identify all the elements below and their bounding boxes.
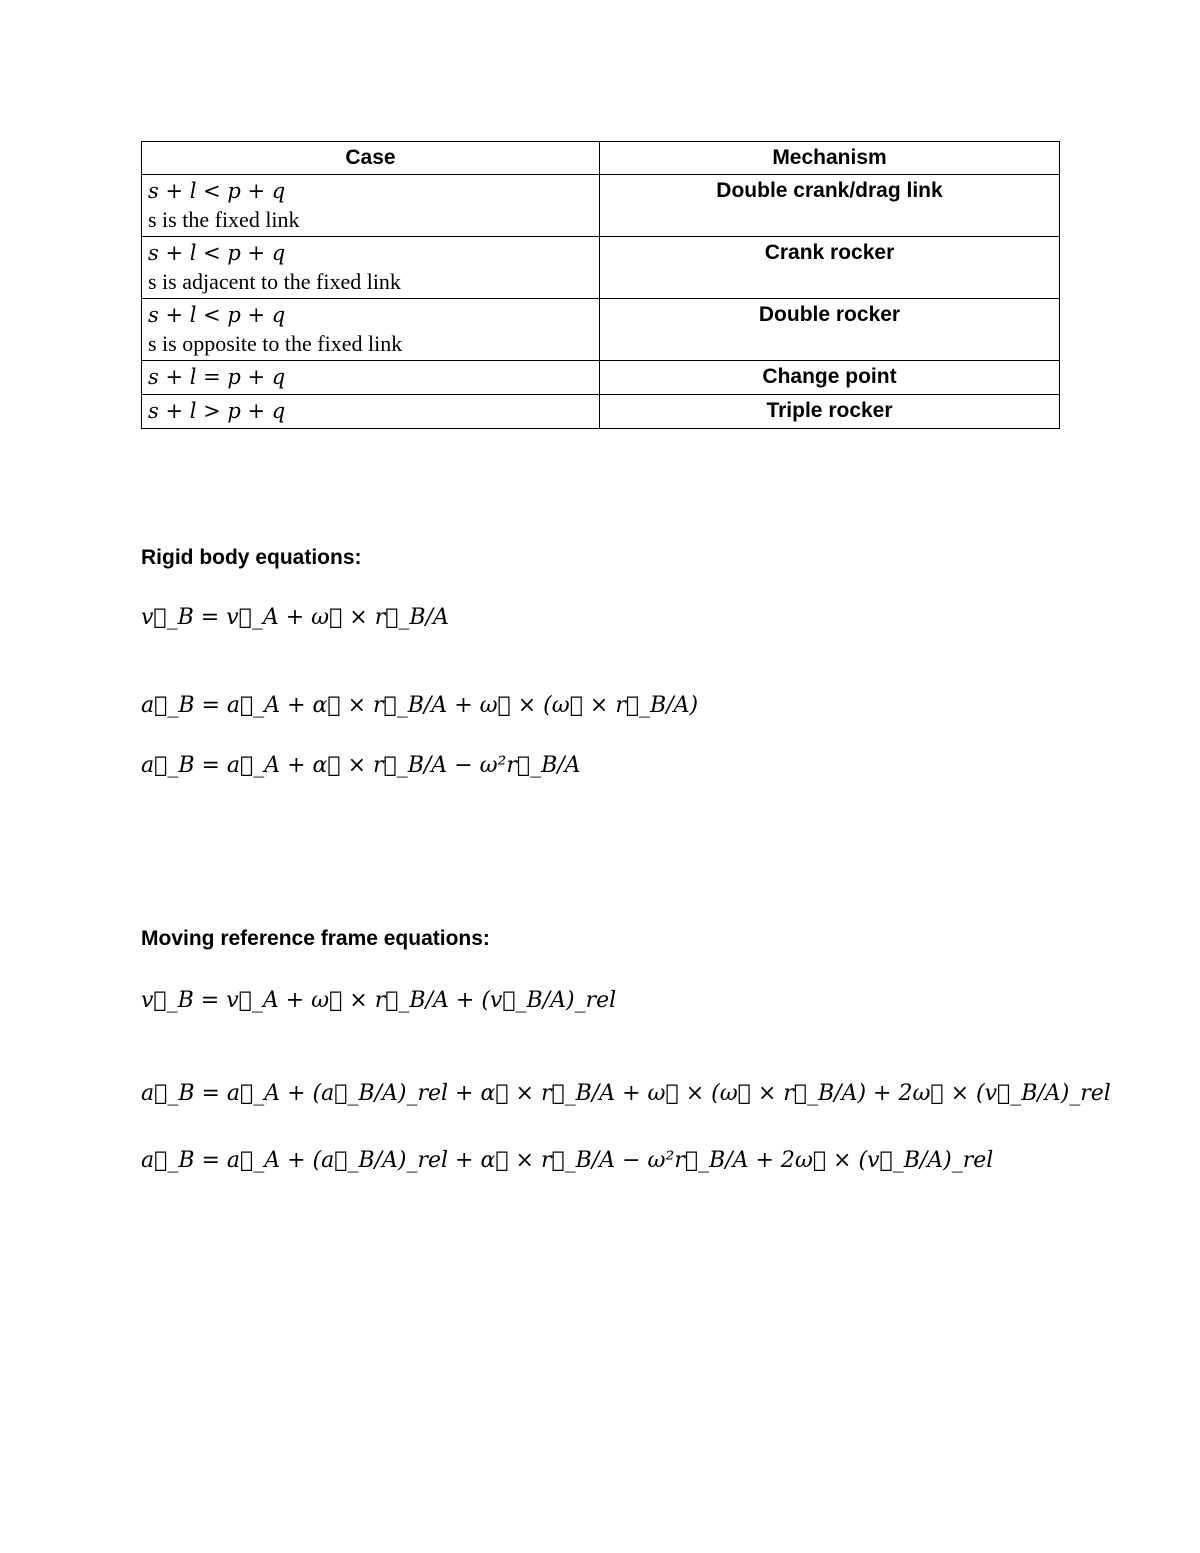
table-row — [142, 361, 1060, 395]
mechanism-cell: Crank rocker — [600, 237, 1060, 299]
condition-note: s is adjacent to the fixed link — [148, 269, 401, 294]
case-cell — [142, 237, 600, 299]
case-header: Case — [142, 142, 600, 175]
mechanism-cell: Change point — [600, 361, 1060, 395]
table-row — [142, 299, 1060, 361]
condition: s + l < p + q — [148, 241, 286, 265]
mechanism-cell: Double rocker — [600, 299, 1060, 361]
moving-frame-heading: Moving reference frame equations: — [141, 927, 490, 950]
rigid-velocity-equation: v⃗_B = v⃗_A + ω⃗ × r⃗_B/A — [141, 605, 449, 630]
case-cell — [142, 299, 600, 361]
condition-note: s is opposite to the fixed link — [148, 331, 403, 356]
rigid-acceleration-equation: a⃗_B = a⃗_A + α⃗ × r⃗_B/A + ω⃗ × (ω⃗ × r⃗_B/A) — [141, 693, 699, 718]
condition: s + l < p + q — [148, 303, 286, 327]
mechanism-header: Mechanism — [600, 142, 1060, 175]
condition: s + l > p + q — [148, 399, 286, 423]
case-cell — [142, 175, 600, 237]
rigid-body-heading: Rigid body equations: — [141, 546, 362, 569]
case-cell — [142, 361, 600, 395]
condition-note: s is the fixed link — [148, 207, 300, 232]
case-cell — [142, 395, 600, 429]
table-header-row — [142, 142, 1060, 175]
table-row — [142, 395, 1060, 429]
moving-acceleration-simplified-equation: a⃗_B = a⃗_A + (a⃗_B/A)_rel + α⃗ × r⃗_B/A − ω²r⃗_B/A + 2ω⃗ × (v⃗_B/A)_rel — [141, 1148, 994, 1173]
condition: s + l < p + q — [148, 179, 286, 203]
rigid-acceleration-simplified-equation: a⃗_B = a⃗_A + α⃗ × r⃗_B/A − ω²r⃗_B/A — [141, 753, 581, 778]
grashof-table — [141, 141, 1060, 429]
moving-acceleration-equation: a⃗_B = a⃗_A + (a⃗_B/A)_rel + α⃗ × r⃗_B/A + ω⃗ × (ω⃗ × r⃗_B/A) + 2ω⃗ × (v⃗_B/A)_rel — [141, 1081, 1111, 1106]
table-row — [142, 175, 1060, 237]
mechanism-cell: Triple rocker — [600, 395, 1060, 429]
table-row — [142, 237, 1060, 299]
mechanism-cell: Double crank/drag link — [600, 175, 1060, 237]
condition: s + l = p + q — [148, 365, 286, 389]
moving-velocity-equation: v⃗_B = v⃗_A + ω⃗ × r⃗_B/A + (v⃗_B/A)_rel — [141, 988, 617, 1013]
